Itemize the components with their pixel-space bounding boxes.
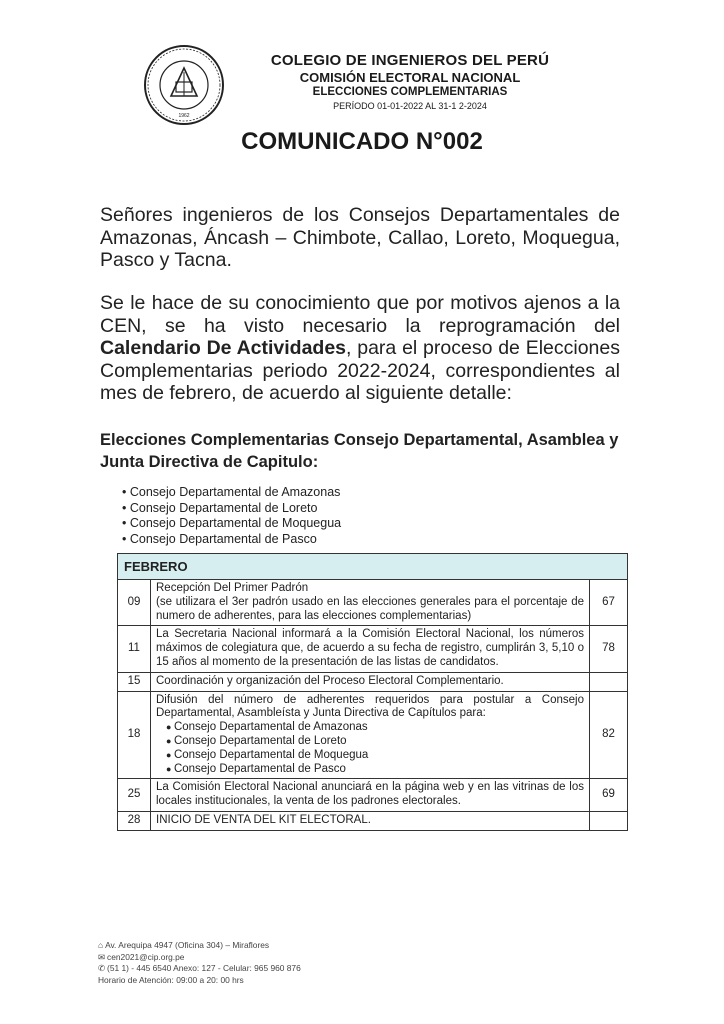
row-line: Difusión del número de adherentes requeridos para postular a Consejo Departamental, Asambleísta y Junta Directiva de Capítulos para: bbox=[156, 693, 584, 720]
notice-text-start: Se le hace de su conocimiento que por motivos ajenos a la CEN, se ha visto necesario la reprogramación del bbox=[100, 292, 620, 337]
row-number bbox=[590, 672, 628, 691]
footer-address bbox=[98, 940, 301, 952]
calendar-bold-text: Calendario De Actividades bbox=[100, 337, 347, 359]
row-number bbox=[590, 811, 628, 830]
row-description bbox=[151, 672, 590, 691]
row-description bbox=[151, 811, 590, 830]
home-icon: ⌂ bbox=[98, 940, 104, 950]
period-label: PERÍODO 01-01-2022 AL 31-1 2-2024 bbox=[333, 101, 487, 111]
row-day: 25 bbox=[118, 779, 151, 812]
list-item: • Consejo Departamental de Amazonas bbox=[122, 485, 341, 501]
cip-seal-logo bbox=[143, 44, 225, 126]
elections-label: ELECCIONES COMPLEMENTARIAS bbox=[312, 86, 508, 98]
table-row bbox=[118, 811, 628, 830]
row-description bbox=[151, 779, 590, 812]
footer-email bbox=[98, 952, 301, 964]
list-item: ● Consejo Departamental de Loreto bbox=[166, 735, 584, 749]
table-header-row bbox=[118, 554, 628, 580]
list-item: • Consejo Departamental de Moquegua bbox=[122, 516, 341, 532]
list-item: ● Consejo Departamental de Moquegua bbox=[166, 749, 584, 763]
row-day: 11 bbox=[118, 626, 151, 672]
row-day: 28 bbox=[118, 811, 151, 830]
row-description bbox=[151, 691, 590, 779]
row-line: Recepción Del Primer Padrón bbox=[156, 582, 309, 594]
row-number: 82 bbox=[590, 691, 628, 779]
address-text: Av. Arequipa 4947 (Oficina 304) – Miraflores bbox=[105, 940, 270, 950]
email-text: cen2021@cip.org.pe bbox=[107, 951, 185, 962]
footer-contact bbox=[98, 940, 301, 986]
row-number: 78 bbox=[590, 626, 628, 672]
row-description bbox=[151, 626, 590, 672]
row-number: 67 bbox=[590, 580, 628, 626]
council-list bbox=[122, 485, 341, 547]
footer-hours: Horario de Atención: 09:00 a 20: 00 hrs bbox=[98, 974, 244, 985]
table-row bbox=[118, 626, 628, 672]
org-name: COLEGIO DE INGENIEROS DEL PERÚ bbox=[270, 52, 550, 69]
greeting-paragraph: Señores ingenieros de los Consejos Departamentales de Amazonas, Áncash – Chimbote, Callao, Loreto, Moquegua, Pasco y Tacna. bbox=[100, 204, 620, 271]
list-item: • Consejo Departamental de Pasco bbox=[122, 532, 341, 548]
notice-paragraph bbox=[100, 292, 620, 405]
row-line: Coordinación y organización del Proceso Electoral Complementario. bbox=[156, 674, 504, 687]
row-day: 18 bbox=[118, 691, 151, 779]
section-title: Elecciones Complementarias Consejo Departamental, Asamblea y Junta Directiva de Capitulo: bbox=[100, 431, 619, 471]
svg-text:1962: 1962 bbox=[178, 113, 190, 119]
row-line: INICIO DE VENTA DEL KIT ELECTORAL. bbox=[156, 813, 371, 826]
row-day: 15 bbox=[118, 672, 151, 691]
footer-phone bbox=[98, 963, 301, 975]
mail-icon: ✉ bbox=[98, 951, 106, 962]
table-row bbox=[118, 580, 628, 626]
row-line: (se utilizara el 3er padrón usado en las elecciones generales para el porcentaje de numero de adherentes, para las elecciones complementarias) bbox=[156, 595, 584, 622]
notice-text-end: , para el proceso de Elecciones Complementarias periodo 2022-2024, correspondientes al mes de febrero, de acuerdo al siguiente detalle: bbox=[100, 337, 620, 404]
row-description bbox=[151, 580, 590, 626]
row-line: La Secretaria Nacional informará a la Comisión Electoral Nacional, los números máximos de colegiatura que, de acuerdo a su fecha de registro, cumplirán 3, 5,10 o 15 años al momento de la presentación de las listas de candidatos. bbox=[156, 628, 584, 668]
table-row bbox=[118, 691, 628, 779]
table-row bbox=[118, 779, 628, 812]
row-line: La Comisión Electoral Nacional anunciará en la página web y en las vitrinas de los locales institucionales, la venta de los padrones electorales. bbox=[156, 781, 584, 808]
phone-icon: ✆ bbox=[98, 963, 106, 974]
schedule-table bbox=[117, 553, 628, 831]
row-council-list bbox=[156, 721, 584, 776]
phone-text: (51 1) - 445 6540 Anexo: 127 - Celular: 965 960 876 bbox=[107, 963, 301, 974]
commission-name: COMISIÓN ELECTORAL NACIONAL bbox=[299, 70, 521, 85]
month-header: FEBRERO bbox=[118, 554, 628, 580]
list-item: ● Consejo Departamental de Amazonas bbox=[166, 721, 584, 735]
table-row bbox=[118, 672, 628, 691]
page-title: COMUNICADO N°002 bbox=[241, 128, 483, 155]
list-item: ● Consejo Departamental de Pasco bbox=[166, 763, 584, 777]
row-number: 69 bbox=[590, 779, 628, 812]
list-item: • Consejo Departamental de Loreto bbox=[122, 501, 341, 517]
row-day: 09 bbox=[118, 580, 151, 626]
